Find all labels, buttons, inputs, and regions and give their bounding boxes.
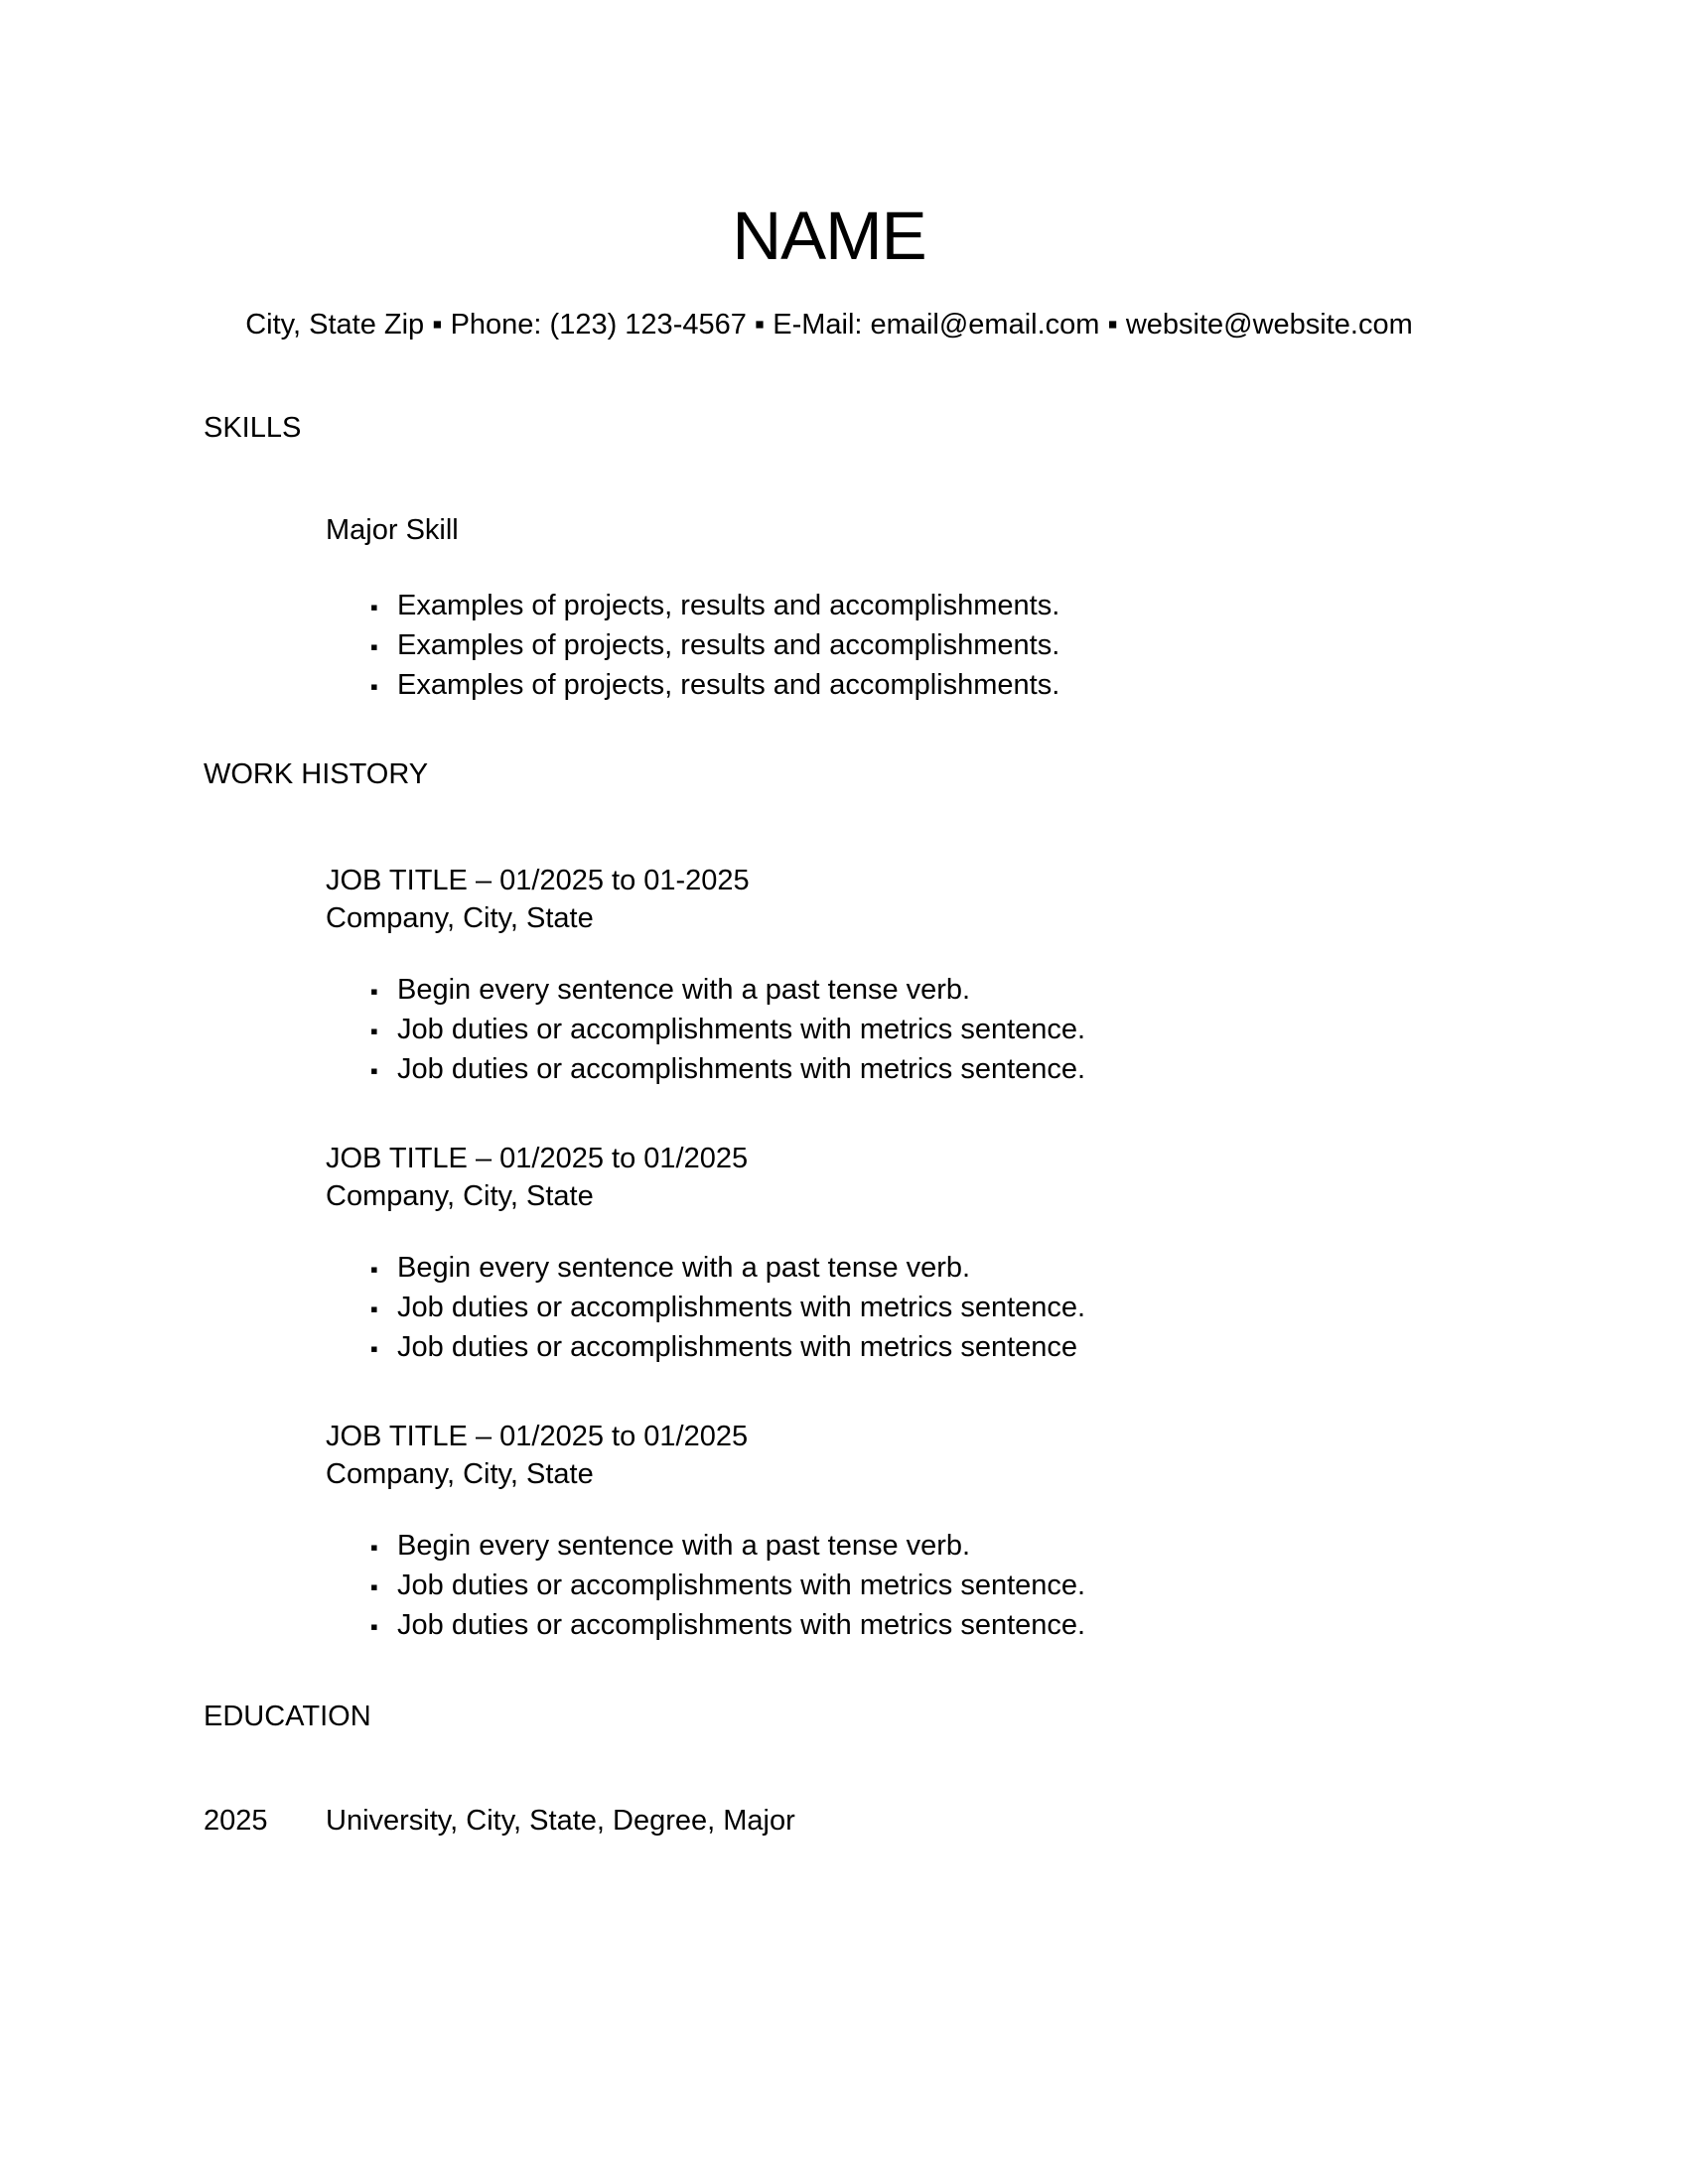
skills-bullet-item bbox=[370, 587, 1059, 626]
skills-bullet-list bbox=[370, 587, 1059, 706]
education-section-heading: EDUCATION bbox=[204, 1701, 371, 1732]
job-bullet-item bbox=[370, 1527, 1085, 1567]
square-bullet-icon: ▪ bbox=[370, 595, 378, 619]
bullet-text: Begin every sentence with a past tense verb. bbox=[397, 1252, 971, 1284]
square-bullet-icon: ▪ bbox=[370, 1535, 378, 1560]
job-title: JOB TITLE – 01/2025 to 01-2025 bbox=[326, 865, 750, 896]
work-history-section-heading: WORK HISTORY bbox=[204, 758, 429, 790]
skill-name: Major Skill bbox=[326, 514, 459, 546]
job-bullet-item bbox=[370, 1289, 1085, 1328]
job-bullet-item bbox=[370, 1328, 1085, 1368]
job-bullet-item bbox=[370, 971, 1085, 1011]
resume-name-heading: NAME bbox=[732, 198, 926, 274]
square-bullet-icon: ▪ bbox=[370, 1297, 378, 1321]
skills-section-heading: SKILLS bbox=[204, 412, 302, 444]
job-bullet-item bbox=[370, 1606, 1085, 1646]
job-company: Company, City, State bbox=[326, 902, 594, 934]
square-bullet-icon: ▪ bbox=[370, 979, 378, 1004]
contact-info-line: City, State Zip ▪ Phone: (123) 123-4567 ▪ E-Mail: email@email.com ▪ website@website.com bbox=[245, 309, 1413, 341]
bullet-text: Examples of projects, results and accomplishments. bbox=[397, 590, 1060, 621]
square-bullet-icon: ▪ bbox=[370, 1336, 378, 1361]
skills-bullet-item bbox=[370, 666, 1059, 706]
job-bullet-item bbox=[370, 1249, 1085, 1289]
bullet-text: Job duties or accomplishments with metrics sentence. bbox=[397, 1014, 1086, 1045]
job-bullet-item bbox=[370, 1011, 1085, 1050]
education-year: 2025 bbox=[204, 1805, 268, 1837]
job-header bbox=[326, 1140, 748, 1215]
job-bullet-list bbox=[370, 971, 1085, 1090]
bullet-text: Job duties or accomplishments with metrics sentence. bbox=[397, 1053, 1086, 1085]
bullet-text: Job duties or accomplishments with metrics sentence. bbox=[397, 1570, 1086, 1601]
square-bullet-icon: ▪ bbox=[370, 1257, 378, 1282]
bullet-text: Begin every sentence with a past tense verb. bbox=[397, 1530, 971, 1562]
job-company: Company, City, State bbox=[326, 1458, 594, 1490]
job-title: JOB TITLE – 01/2025 to 01/2025 bbox=[326, 1143, 749, 1174]
square-bullet-icon: ▪ bbox=[370, 1614, 378, 1639]
bullet-text: Job duties or accomplishments with metrics sentence. bbox=[397, 1609, 1086, 1641]
square-bullet-icon: ▪ bbox=[370, 1058, 378, 1083]
skills-bullet-item bbox=[370, 626, 1059, 666]
job-bullet-list bbox=[370, 1527, 1085, 1646]
square-bullet-icon: ▪ bbox=[370, 1019, 378, 1043]
job-header bbox=[326, 862, 750, 937]
job-title: JOB TITLE – 01/2025 to 01/2025 bbox=[326, 1421, 749, 1452]
bullet-text: Examples of projects, results and accomplishments. bbox=[397, 669, 1060, 701]
bullet-text: Job duties or accomplishments with metrics sentence bbox=[397, 1331, 1078, 1363]
job-bullet-list bbox=[370, 1249, 1085, 1368]
square-bullet-icon: ▪ bbox=[370, 1574, 378, 1599]
job-company: Company, City, State bbox=[326, 1180, 594, 1212]
job-header bbox=[326, 1418, 748, 1493]
job-bullet-item bbox=[370, 1567, 1085, 1606]
education-detail: University, City, State, Degree, Major bbox=[326, 1805, 795, 1837]
bullet-text: Job duties or accomplishments with metrics sentence. bbox=[397, 1292, 1086, 1323]
square-bullet-icon: ▪ bbox=[370, 634, 378, 659]
square-bullet-icon: ▪ bbox=[370, 674, 378, 699]
job-bullet-item bbox=[370, 1050, 1085, 1090]
bullet-text: Begin every sentence with a past tense verb. bbox=[397, 974, 971, 1006]
education-entry bbox=[204, 1802, 795, 1840]
bullet-text: Examples of projects, results and accomplishments. bbox=[397, 629, 1060, 661]
